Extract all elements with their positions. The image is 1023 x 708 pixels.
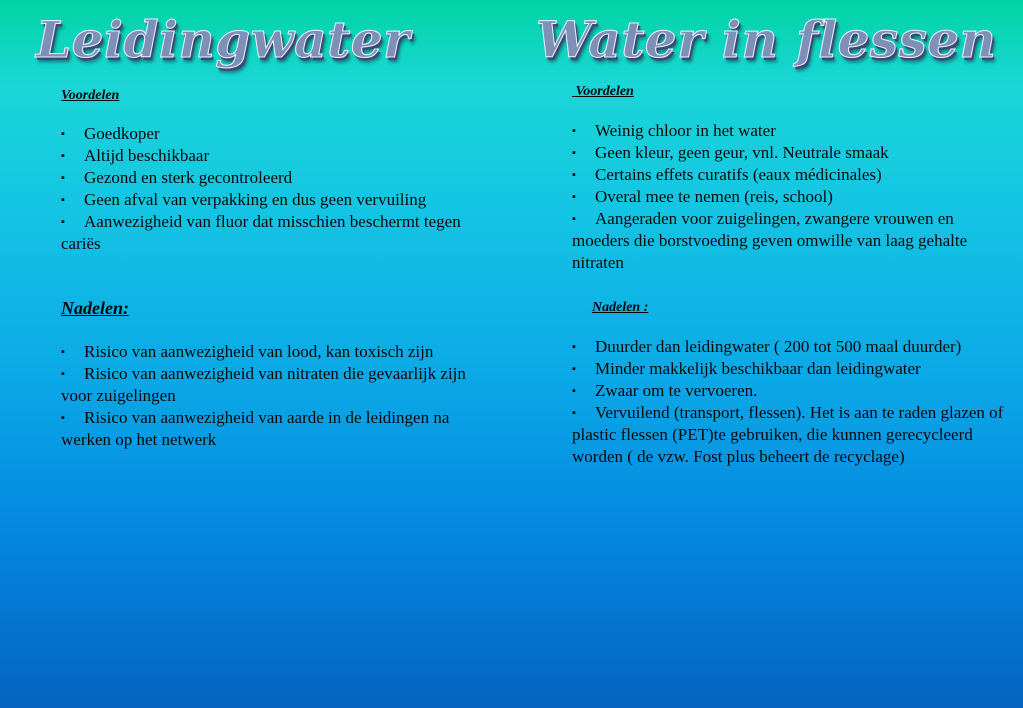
list-item: ▪ Gezond en sterk gecontroleerd <box>61 168 293 187</box>
list-item: ▪ Overal mee te nemen (reis, school) <box>572 187 833 206</box>
list-item: ▪ Geen kleur, geen geur, vnl. Neutrale smaak <box>572 143 889 162</box>
list-item: ▪ Geen afval van verpakking en dus geen vervuiling <box>61 190 427 209</box>
square-bullet-icon: ▪ <box>572 213 576 225</box>
list-item: ▪ Minder makkelijk beschikbaar dan leidingwater <box>572 359 921 378</box>
list-item: ▪ Goedkoper <box>61 124 160 143</box>
square-bullet-icon: ▪ <box>61 346 65 358</box>
list-item: ▪ Risico van aanwezigheid van lood, kan toxisch zijn <box>61 342 434 361</box>
list-item: ▪ Aangeraden voor zuigelingen, zwangere vrouwen en moeders die borstvoeding geven omwille van laag gehalte nitraten <box>572 209 968 272</box>
right-disadvantages-list <box>572 336 1004 468</box>
square-bullet-icon: ▪ <box>572 147 576 159</box>
list-item: ▪ Vervuilend (transport, flessen). Het is aan te raden glazen of plastic flessen (PET)te gebruiken, die kunnen gerecycleerd worden ( de vzw. Fost plus beheert de recyclage) <box>572 403 1004 466</box>
list-item: ▪ Aanwezigheid van fluor dat misschien beschermt tegen cariës <box>61 212 461 253</box>
square-bullet-icon: ▪ <box>61 150 65 162</box>
list-item: ▪ Certains effets curatifs (eaux médicinales) <box>572 165 882 184</box>
list-item: ▪ Risico van aanwezigheid van aarde in de leidingen na werken op het netwerk <box>61 408 450 449</box>
square-bullet-icon: ▪ <box>61 128 65 140</box>
square-bullet-icon: ▪ <box>572 191 576 203</box>
list-item: ▪ Altijd beschikbaar <box>61 146 210 165</box>
square-bullet-icon: ▪ <box>61 172 65 184</box>
left-advantages-heading: Voordelen <box>61 88 120 103</box>
square-bullet-icon: ▪ <box>61 368 65 380</box>
title-leidingwater: Leidingwater <box>36 10 410 69</box>
square-bullet-icon: ▪ <box>61 216 65 228</box>
right-advantages-heading: Voordelen <box>572 84 634 99</box>
left-advantages-list <box>61 123 501 255</box>
square-bullet-icon: ▪ <box>61 412 65 424</box>
list-item: ▪ Weinig chloor in het water <box>572 121 776 140</box>
square-bullet-icon: ▪ <box>61 194 65 206</box>
right-advantages-list <box>572 120 1004 274</box>
list-item: ▪ Zwaar om te vervoeren. <box>572 381 758 400</box>
square-bullet-icon: ▪ <box>572 385 576 397</box>
square-bullet-icon: ▪ <box>572 407 576 419</box>
title-water-in-flessen: Water in flessen <box>536 10 997 69</box>
left-disadvantages-list <box>61 341 501 451</box>
list-item: ▪ Risico van aanwezigheid van nitraten die gevaarlijk zijn voor zuigelingen <box>61 364 466 405</box>
list-item: ▪ Duurder dan leidingwater ( 200 tot 500 maal duurder) <box>572 337 962 356</box>
right-disadvantages-heading: Nadelen : <box>592 300 649 315</box>
left-disadvantages-heading: Nadelen: <box>61 298 129 318</box>
square-bullet-icon: ▪ <box>572 125 576 137</box>
square-bullet-icon: ▪ <box>572 363 576 375</box>
square-bullet-icon: ▪ <box>572 341 576 353</box>
square-bullet-icon: ▪ <box>572 169 576 181</box>
